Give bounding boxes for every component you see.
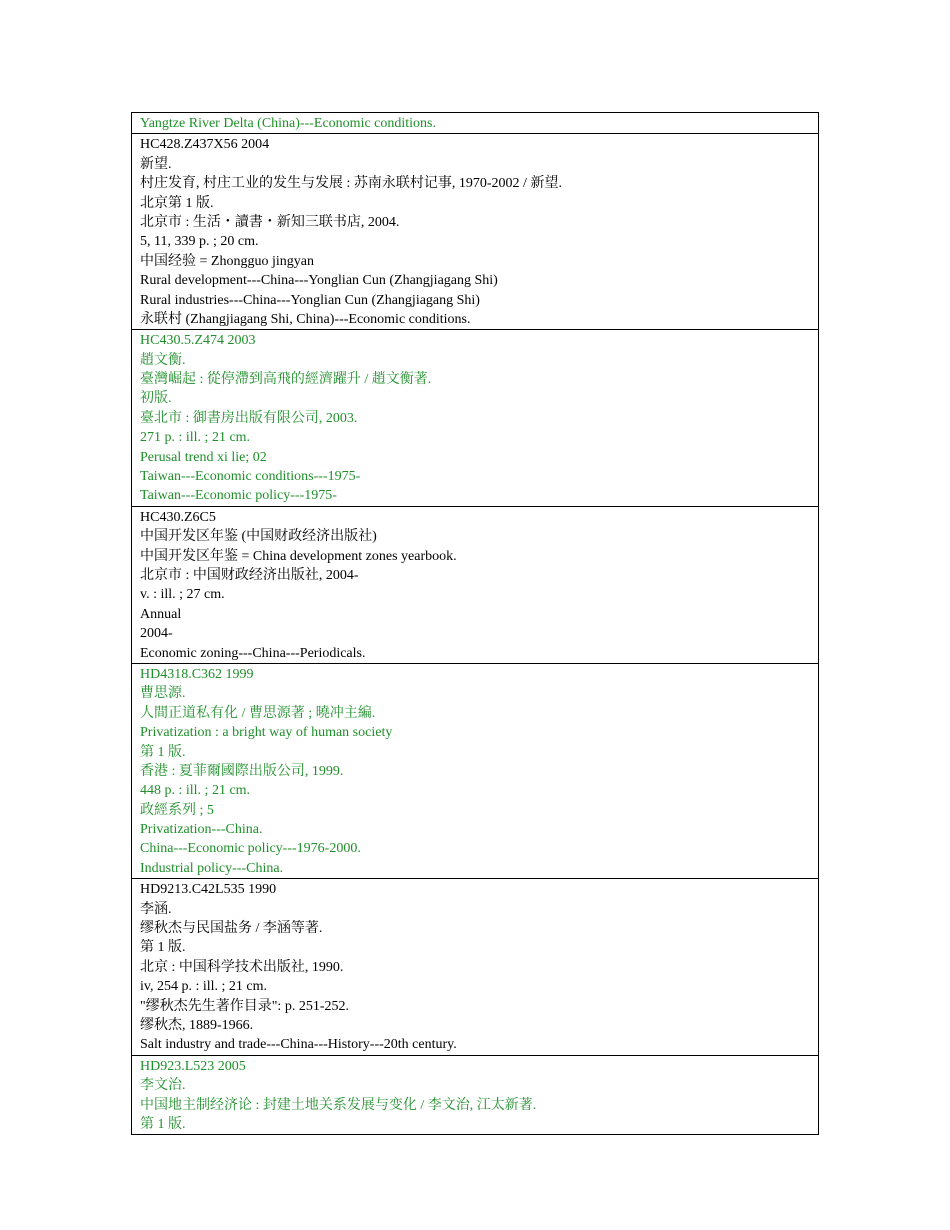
- record-call-number: HD9213.C42L535 1990: [140, 882, 277, 898]
- record-line: 缪秋杰与民国盐务 / 李涵等著.: [140, 921, 323, 937]
- record-line: Perusal trend xi lie; 02: [140, 449, 267, 465]
- record-line: 曹思源.: [140, 686, 186, 702]
- record-line: Annual: [140, 606, 182, 622]
- record-line: 李涵.: [140, 901, 172, 917]
- record-line: 臺北市 : 御書房出版有限公司, 2003.: [140, 410, 358, 426]
- record-line: Privatization---China.: [140, 822, 263, 838]
- record-call-number: HC430.Z6C5: [140, 509, 216, 525]
- record-line: 中国经验 = Zhongguo jingyan: [140, 253, 314, 269]
- record-line: 第 1 版.: [140, 744, 186, 760]
- record-line: 村庄发育, 村庄工业的发生与发展 : 苏南永联村记事, 1970-2002 / 新望.: [140, 176, 562, 192]
- record-line: Industrial policy---China.: [140, 860, 284, 876]
- record-line: 2004-: [140, 626, 173, 642]
- record-line: 臺灣崛起 : 從停滯到高飛的經濟躍升 / 趙文衡著.: [140, 372, 432, 388]
- record-line: iv, 254 p. : ill. ; 21 cm.: [140, 979, 268, 995]
- record-line: Taiwan---Economic conditions---1975-: [140, 469, 361, 485]
- catalog-record-cell: [132, 506, 819, 663]
- record-line: 新望.: [140, 156, 172, 172]
- record-line: 5, 11, 339 p. ; 20 cm.: [140, 234, 259, 250]
- catalog-record-cell: [132, 113, 819, 134]
- record-line: 趙文衡.: [140, 352, 186, 368]
- catalog-record-cell: [132, 879, 819, 1056]
- record-line: 永联村 (Zhangjiagang Shi, China)---Economic conditions.: [140, 311, 471, 327]
- catalog-record: [132, 134, 819, 330]
- record-line: 北京第 1 版.: [140, 195, 214, 211]
- record-line: v. : ill. ; 27 cm.: [140, 587, 225, 603]
- record-line: Salt industry and trade---China---History---20th century.: [140, 1037, 457, 1053]
- record-line: 北京 : 中国科学技术出版社, 1990.: [140, 959, 344, 975]
- record-line: 中国开发区年鉴 (中国财政经济出版社): [140, 529, 377, 545]
- record-call-number: HD923.L523 2005: [140, 1058, 246, 1074]
- catalog-records-table: [131, 112, 819, 1135]
- record-line: 缪秋杰, 1889-1966.: [140, 1017, 254, 1033]
- record-line: Rural industries---China---Yonglian Cun (Zhangjiagang Shi): [140, 292, 480, 308]
- catalog-record: [132, 1055, 819, 1135]
- record-line: China---Economic policy---1976-2000.: [140, 841, 361, 857]
- record-line: 北京市 : 生活・讀書・新知三联书店, 2004.: [140, 214, 400, 230]
- record-line: Economic zoning---China---Periodicals.: [140, 645, 366, 661]
- record-line: 人間正道私有化 / 曹思源著 ; 曉冲主編.: [140, 705, 376, 721]
- catalog-record: [132, 663, 819, 878]
- catalog-record-cell: [132, 330, 819, 507]
- record-line: 中国开发区年鉴 = China development zones yearbook.: [140, 548, 457, 564]
- catalog-record-cell: [132, 663, 819, 878]
- record-call-number: Yangtze River Delta (China)---Economic conditions.: [140, 116, 437, 131]
- catalog-record: [132, 330, 819, 507]
- record-line: 李文治.: [140, 1078, 186, 1094]
- record-line: Privatization : a bright way of human society: [140, 725, 393, 741]
- record-line: "缪秋杰先生著作目录": p. 251-252.: [140, 998, 349, 1014]
- record-line: Rural development---China---Yonglian Cun (Zhangjiagang Shi): [140, 273, 498, 289]
- record-line: 第 1 版.: [140, 940, 186, 956]
- record-call-number: HC428.Z437X56 2004: [140, 137, 270, 153]
- record-line: 政經系列 ; 5: [140, 802, 214, 818]
- catalog-record: [132, 879, 819, 1056]
- catalog-record: [132, 113, 819, 134]
- record-call-number: HD4318.C362 1999: [140, 666, 254, 682]
- catalog-record-cell: [132, 1055, 819, 1135]
- catalog-record: [132, 506, 819, 663]
- catalog-records-body: [132, 113, 819, 1135]
- record-line: 中国地主制经济论 : 封建土地关系发展与变化 / 李文治, 江太新著.: [140, 1097, 537, 1113]
- record-line: 第 1 版.: [140, 1116, 186, 1132]
- record-line: 香港 : 夏菲爾國際出版公司, 1999.: [140, 763, 344, 779]
- catalog-record-cell: [132, 134, 819, 330]
- record-line: 北京市 : 中国财政经济出版社, 2004-: [140, 567, 359, 583]
- record-line: 271 p. : ill. ; 21 cm.: [140, 430, 251, 446]
- record-line: 初版.: [140, 391, 172, 407]
- record-line: 448 p. : ill. ; 21 cm.: [140, 783, 251, 799]
- record-line: Taiwan---Economic policy---1975-: [140, 488, 337, 504]
- record-call-number: HC430.5.Z474 2003: [140, 333, 256, 349]
